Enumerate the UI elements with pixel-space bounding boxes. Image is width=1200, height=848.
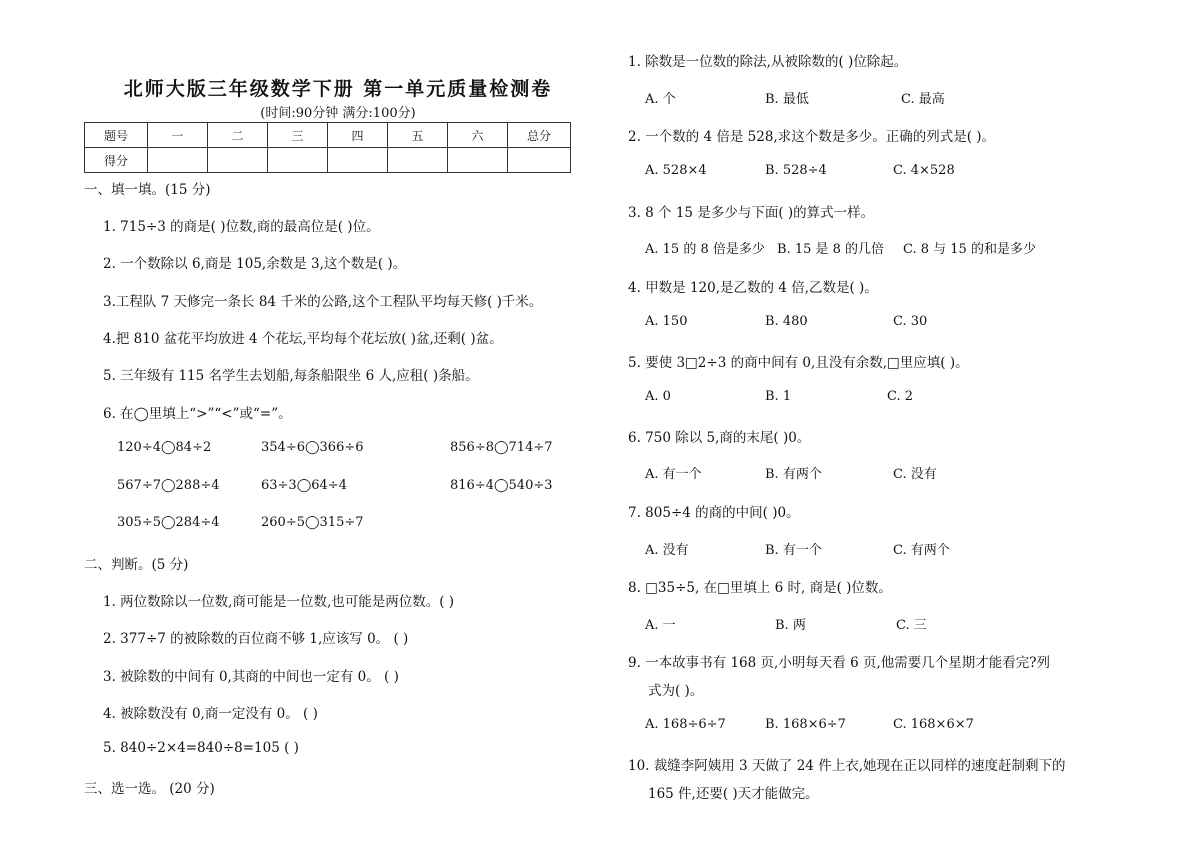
question-item: 10. 裁缝李阿姨用 3 天做了 24 件上衣,她现在正以同样的速度赶制剩下的	[628, 758, 1066, 774]
table-cell: 总分	[508, 123, 571, 148]
question-item: 4.把 810 盆花平均放进 4 个花坛,平均每个花坛放( )盆,还剩( )盆。	[103, 331, 503, 347]
score-input-cell[interactable]	[328, 148, 388, 173]
option-b: B. 两	[775, 618, 806, 633]
option-b: B. 15 是 8 的几倍	[777, 242, 885, 257]
question-item-continued: 式为( )。	[648, 683, 704, 699]
question-item: 7. 805÷4 的商的中间( )0。	[628, 505, 800, 521]
question-item: 6. 750 除以 5,商的末尾( )0。	[628, 430, 811, 446]
page-title: 北师大版三年级数学下册 第一单元质量检测卷	[123, 78, 553, 100]
question-item: 1. 除数是一位数的除法,从被除数的( )位除起。	[628, 54, 908, 70]
option-a: A. 528×4	[645, 163, 707, 178]
page-subtitle: (时间:90分钟 满分:100分)	[260, 106, 416, 121]
option-c: C. 4×528	[893, 163, 955, 178]
option-b: B. 480	[765, 314, 808, 329]
score-input-cell[interactable]	[268, 148, 328, 173]
question-item: 2. 377÷7 的被除数的百位商不够 1,应该写 0。 ( )	[103, 631, 409, 647]
option-c: C. 30	[893, 314, 928, 329]
option-a: A. 0	[645, 389, 671, 404]
score-table-score-row	[85, 148, 571, 173]
option-c: C. 2	[887, 389, 914, 404]
option-a: A. 15 的 8 倍是多少	[645, 242, 765, 257]
option-b: B. 168×6÷7	[765, 717, 846, 732]
section-heading: 三、选一选。 (20 分)	[84, 781, 215, 797]
question-item: 9. 一本故事书有 168 页,小明每天看 6 页,他需要几个星期才能看完?列	[628, 655, 1051, 671]
option-b: B. 1	[765, 389, 792, 404]
section-heading: 二、判断。(5 分)	[84, 557, 189, 573]
score-input-cell[interactable]	[148, 148, 208, 173]
table-cell: 一	[148, 123, 208, 148]
question-item: 5. 要使 3□2÷3 的商中间有 0,且没有余数,□里应填( )。	[628, 355, 969, 371]
question-item: 3.工程队 7 天修完一条长 84 千米的公路,这个工程队平均每天修( )千米。	[103, 294, 543, 310]
compare-item: 63÷3◯64÷4	[261, 478, 347, 493]
score-input-cell[interactable]	[388, 148, 448, 173]
option-b: B. 有一个	[765, 543, 822, 558]
question-item: 2. 一个数的 4 倍是 528,求这个数是多少。正确的列式是( )。	[628, 129, 996, 145]
table-cell: 题号	[85, 123, 148, 148]
option-c: C. 168×6×7	[893, 717, 974, 732]
table-cell: 得分	[85, 148, 148, 173]
option-c: C. 有两个	[893, 543, 950, 558]
option-b: B. 528÷4	[765, 163, 827, 178]
score-input-cell[interactable]	[208, 148, 268, 173]
question-item: 8. □35÷5, 在□里填上 6 时, 商是( )位数。	[628, 580, 892, 596]
question-item: 6. 在◯里填上“>”“<”或“=”。	[103, 406, 292, 422]
option-a: A. 个	[645, 92, 676, 107]
compare-item: 120÷4◯84÷2	[117, 440, 212, 455]
compare-item: 260÷5◯315÷7	[261, 515, 364, 530]
compare-item: 567÷7◯288÷4	[117, 478, 220, 493]
question-item: 3. 被除数的中间有 0,其商的中间也一定有 0。 ( )	[103, 669, 399, 685]
option-c: C. 没有	[893, 467, 937, 482]
table-cell: 五	[388, 123, 448, 148]
option-c: C. 8 与 15 的和是多少	[903, 242, 1036, 257]
score-table-header-row	[85, 123, 571, 148]
table-cell: 二	[208, 123, 268, 148]
table-cell: 四	[328, 123, 388, 148]
option-c: C. 最高	[901, 92, 945, 107]
compare-item: 816÷4◯540÷3	[450, 478, 553, 493]
section-heading: 一、填一填。(15 分)	[84, 182, 211, 198]
option-a: A. 没有	[645, 543, 689, 558]
question-item: 1. 715÷3 的商是( )位数,商的最高位是( )位。	[103, 219, 380, 235]
question-item: 5. 三年级有 115 名学生去划船,每条船限坐 6 人,应租( )条船。	[103, 368, 479, 384]
option-a: A. 一	[645, 618, 676, 633]
question-item-continued: 165 件,还要( )天才能做完。	[648, 786, 819, 802]
option-c: C. 三	[896, 618, 927, 633]
option-a: A. 有一个	[645, 467, 702, 482]
question-item: 2. 一个数除以 6,商是 105,余数是 3,这个数是( )。	[103, 256, 407, 272]
score-input-cell[interactable]	[508, 148, 571, 173]
question-item: 4. 甲数是 120,是乙数的 4 倍,乙数是( )。	[628, 280, 878, 296]
question-item: 4. 被除数没有 0,商一定没有 0。 ( )	[103, 706, 318, 722]
option-b: B. 有两个	[765, 467, 822, 482]
score-table	[84, 122, 571, 173]
compare-item: 305÷5◯284÷4	[117, 515, 220, 530]
compare-item: 354÷6◯366÷6	[261, 440, 364, 455]
compare-item: 856÷8◯714÷7	[450, 440, 553, 455]
question-item: 3. 8 个 15 是多少与下面( )的算式一样。	[628, 205, 875, 221]
option-b: B. 最低	[765, 92, 809, 107]
score-input-cell[interactable]	[448, 148, 508, 173]
question-item: 1. 两位数除以一位数,商可能是一位数,也可能是两位数。( )	[103, 594, 455, 610]
question-item: 5. 840÷2×4=840÷8=105 ( )	[103, 740, 299, 756]
table-cell: 三	[268, 123, 328, 148]
option-a: A. 150	[645, 314, 688, 329]
option-a: A. 168÷6÷7	[645, 717, 726, 732]
table-cell: 六	[448, 123, 508, 148]
